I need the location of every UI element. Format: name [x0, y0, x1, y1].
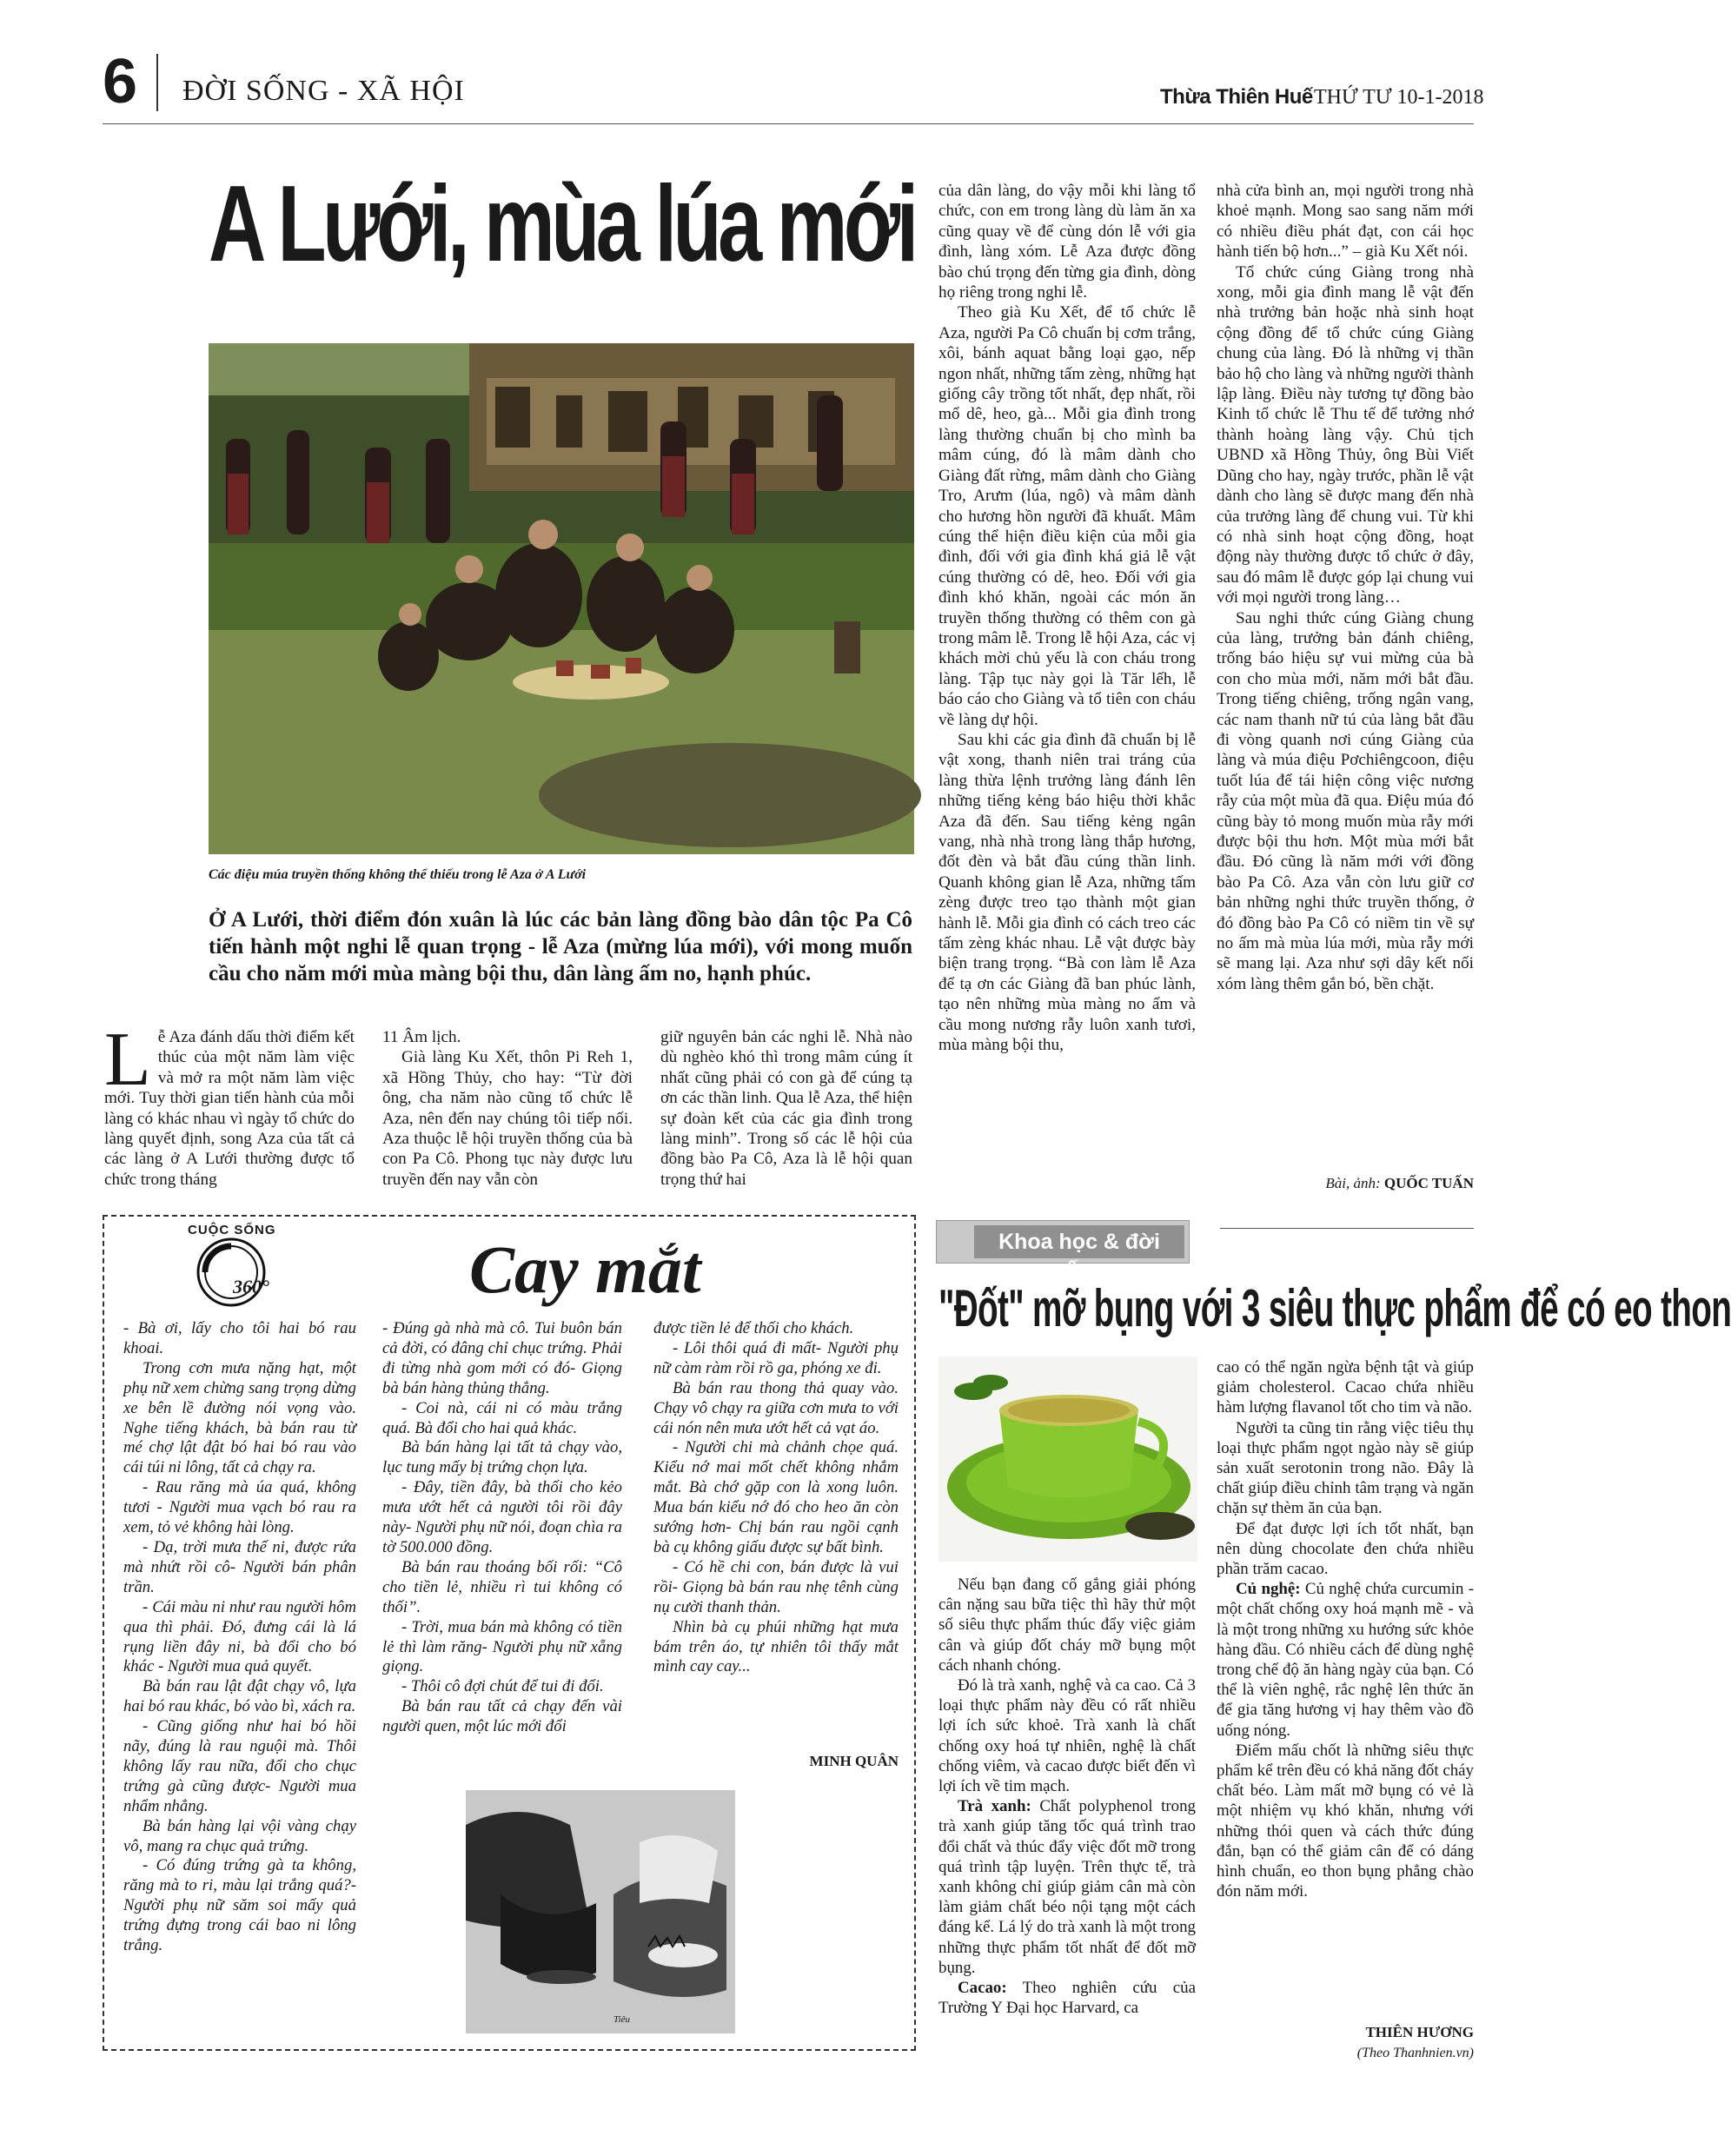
- article1-byline: [1217, 1175, 1474, 1192]
- paragraph: [938, 1675, 1196, 1796]
- paragraph-text: Theo nghiên cứu của Trường Y Đại học Harvard, ca: [938, 1979, 1196, 2018]
- header-rule: [103, 123, 1474, 124]
- article2-column-1: [123, 1319, 356, 1956]
- article1-column-2: [382, 1027, 633, 1190]
- paragraph: Bà bán rau thong thả quay vào. Chạy vô chạy ra giữa cơn mưa to với cái nón nên mưa ướt hết cả vạt áo.: [653, 1378, 899, 1437]
- article3-title: "Đốt" mỡ bụng với 3 siêu thực phẩm để có eo thon: [938, 1279, 1731, 1337]
- paragraph: [1217, 1418, 1474, 1519]
- paragraph: - Lôi thôi quá đi mất- Người phụ nữ càm ràm rồi rồ ga, phóng xe đi.: [653, 1338, 899, 1377]
- article3-byline: THIÊN HƯƠNG: [1365, 2024, 1474, 2040]
- paragraph: Bà bán rau tất cả chạy đến vài người quen, một lúc mới đổi: [382, 1697, 622, 1736]
- paragraph-text: Chất polyphenol trong trà xanh giúp tăng tốc quá trình trao đổi chất và thúc đẩy việc đốt mỡ trong quá trình tập luyện. Trên thực tế, trà xanh không chỉ giúp giảm cân mà còn làm giảm chất béo nội tạng một cách đáng kể. Lá lý do trà xanh là một trong những thực phẩm tốt nhất để đốt mỡ bụng.: [938, 1797, 1196, 1977]
- paragraph: nhà cửa bình an, mọi người trong nhà khoẻ mạnh. Mong sao sang năm mới có nhiều điều phát đạt, con cái học hành tiến bộ hơn...” – già Ku Xết nói.: [1217, 182, 1474, 262]
- festival-photo: [209, 343, 914, 854]
- section-name: ĐỜI SỐNG - XÃ HỘI: [182, 75, 465, 107]
- paragraph: Sau nghi thức cúng Giàng chung của làng, trưởng bản đánh chiêng, trống báo hiệu sự vui mừng của bà con cho mùa mới, năm mới bắt đầu. Trong tiếng chiêng, trống ngân vang, các nam thanh nữ tú của làng bắt đầu đi vòng quanh nơi cúng Giàng của làng và múa điệu Pơchiêngcoon, điệu tuốt lúa để tái hiện công việc nương rẫy của một mùa đã qua. Điệu múa đó cũng bày tỏ mong muốn mùa rẫy mới được bội thu hơn. Một mùa mới bắt đầu. Đó cũng là năm mới với đồng bào Pa Cô. Aza vẫn còn lưu giữ cơ bản những nghi thức truyền thống, ở đó đồng bào Pa Cô có niềm tin về sự no ấm mà mùa lúa mới, mùa rẫy mới sẽ mang lại. Aza như sợi dây kết nối xóm làng thêm gắn bó, bền chặt.: [1217, 608, 1474, 993]
- paragraph: - Có đúng trứng gà ta không, răng mà to ri, màu lại trắng quá?- Người phụ nữ săm soi mấy quả trứng đựng trong cái bao ni lông trắng.: [123, 1856, 356, 1955]
- illustration-signature: Tiêu: [613, 2014, 630, 2025]
- byline-name: QUỐC TUẤN: [1383, 1175, 1474, 1191]
- article1-column-4: [938, 181, 1196, 1055]
- paragraph-lead: Trà xanh:: [958, 1797, 1031, 1816]
- paragraph: của dân làng, do vậy mỗi khi làng tổ chức, con em trong làng dù làm ăn xa cũng quay về để cùng dón lễ với gia đình, làng xóm. Lễ Aza được đồng bào chú trọng đến từng gia đình, dòng họ riêng trong nghi lễ.: [938, 182, 1196, 302]
- paragraph-lead: Củ nghệ:: [1236, 1580, 1301, 1599]
- issue-date: THỨ TƯ 10-1-2018: [1314, 86, 1484, 109]
- page-number: 6: [103, 47, 138, 116]
- paragraph: - Thôi cô đợi chút để tui đi đổi.: [401, 1677, 604, 1696]
- story-title: Cay mắt: [469, 1231, 701, 1307]
- logo-number: 360°: [233, 1276, 269, 1297]
- paragraph: 11 Âm lịch.: [382, 1028, 461, 1046]
- paragraph: Trong cơn mưa nặng hạt, một phụ nữ xem chừng sang trọng dừng xe bên lề đường nói vọng vào. Nghe tiếng khách, bà bán rau từ mé chợ lật đật bó hai bó rau vào cái túi ni lông, tất cả chạy ra.: [123, 1358, 356, 1477]
- paragraph: - Trời, mua bán mà không có tiền lẻ thì làm răng- Người phụ nữ xẵng giọng.: [382, 1617, 622, 1676]
- article1-column-1: [104, 1018, 355, 1190]
- paragraph: - Đúng gà nhà mà cô. Tui buôn bán cả đời, có đâng chỉ chục trứng. Phải đi từng nhà gom mới có đó- Giọng bà bán hàng thủng thẳng.: [382, 1319, 622, 1397]
- article3-column-2: [1217, 1357, 1474, 1901]
- green-tea-photo: [938, 1357, 1197, 1562]
- article-lead: Ở A Lưới, thời điểm đón xuân là lúc các bản làng đồng bào dân tộc Pa Cô tiến hành một nghi lễ quan trọng - lễ Aza (mừng lúa mới), với mong muốn cầu cho năm mới mùa màng bội thu, dân làng ấm no, hạnh phúc.: [209, 908, 912, 985]
- paragraph: [938, 1796, 1196, 1978]
- paragraph: giữ nguyên bản các nghi lễ. Nhà nào dù nghèo khó thì trong mâm cúng ít nhất cũng phải có con gà để cúng tạ ơn các thần linh. Qua lễ Aza, thể hiện sự đoàn kết của các gia đình trong làng minh”. Trong số các lễ hội của đồng bào Pa Cô, Aza là lễ hội quan trọng thứ hai: [660, 1028, 912, 1189]
- paragraph: Bà bán hàng lại tất tả chạy vào, lục tung mấy bị trứng chọn lựa.: [382, 1438, 622, 1477]
- paragraph: Sau khi các gia đình đã chuẩn bị lễ vật xong, thanh niên trai tráng của làng thừa lệnh trưởng làng đánh lên những tiếng kẻng báo hiệu thời khắc Aza đã đến. Sau tiếng kẻng ngân vang, nhà nhà trong làng thắp hương, đốt đèn và bắt đầu cúng thần linh. Quanh không gian lễ Aza, những tấm zèng được treo tạo thành một gian hành lễ. Mỗi gia đình có cách treo các tấm zèng khác nhau. Lễ vật được bày biện trang trọng. “Bà con làm lễ Aza để tạ ơn các Giàng đã ban phúc lành, tạo nên những mùa màng no ấm và cầu mong nương rẫy luôn xanh tươi, mùa màng bội thu,: [938, 730, 1196, 1055]
- paragraph-text: Củ nghệ chứa curcumin - một chất chống oxy hoá mạnh mẽ - và là một trong những xu hướng sức khỏe hàng đầu. Có nhiều cách để dùng nghệ trong chế độ ăn hàng ngày của bạn. Có thể là viên nghệ, rắc nghệ lên thức ăn để gia tăng hương vị hay thêm vào đồ uống nóng.: [1217, 1580, 1474, 1740]
- paragraph: [938, 1575, 1196, 1675]
- paragraph: Theo già Ku Xết, để tổ chức lễ Aza, người Pa Cô chuẩn bị cơm trắng, xôi, bánh aquat bằng loại gạo, nếp ngon nhất, những tấm zèng, những hạt giống cây trồng tốt nhất, đẹp nhất, rồi mổ dê, heo, gà... Mỗi gia đình trong làng thường chuẩn bị cho mình ba mâm cúng, đó là mâm dành cho Giàng đất rừng, mâm dành cho Giàng Tro, Arưm (lúa, ngô) và mâm dành cho hương hồn người đã khuất. Mâm cúng thể hiện điều kiện của mỗi gia đình, đối với gia đình khá giả lễ vật cúng thường có dê, heo. Đối với gia đình khó khăn, ngoài các món ăn truyền thống thường có thêm con gà trong mâm lễ. Trong lễ hội Aza, các vị khách mời chủ yếu là con cháu trong làng. Tập tục này gọi là Tăr lếh, lễ báo cáo cho Giàng và tổ tiên con cháu về làng dự hội.: [938, 303, 1196, 729]
- article1-column-5: [1217, 181, 1474, 994]
- article2-byline: MINH QUÂN: [809, 1753, 899, 1769]
- paragraph: - Dạ, trời mưa thế ni, được rứa mà nhứt rồi cô- Người bán phân trần.: [123, 1537, 356, 1596]
- paragraph: Bà bán rau lật đật chạy vô, lựa hai bó rau khác, bó vào bì, xách ra.: [123, 1677, 356, 1716]
- paragraph: - Cũng giống như hai bó hồi nãy, đúng là rau nguội mà. Thôi không lấy rau nữa, đổi cho chục trứng gà cũng được- Người mua nhẩm nhẳng.: [123, 1717, 356, 1815]
- paragraph: [1217, 1579, 1474, 1741]
- article1-column-3: [660, 1027, 912, 1190]
- section-tag-rule: [1220, 1228, 1474, 1229]
- paragraph: - Coi nà, cái ni có màu trắng quá. Bà đổi cho hai quả khác.: [382, 1398, 622, 1437]
- paragraph: Bà bán hàng lại vội vàng chạy vô, mang ra chục quả trứng.: [123, 1816, 356, 1855]
- paragraph: được tiền lẻ để thối cho khách.: [653, 1319, 854, 1337]
- newspaper-name: Thừa Thiên Huế: [1160, 85, 1313, 109]
- paragraph: - Đây, tiền đây, bà thối cho kẻo mưa ướt hết cả người tôi rồi đây này- Người phụ nữ nói, đoạn chìa ra tờ 500.000 đồng.: [382, 1478, 622, 1556]
- paragraph: [938, 1978, 1196, 2018]
- paragraph: [1217, 1741, 1474, 1902]
- byline-label: Bài, ảnh:: [1325, 1175, 1381, 1191]
- paragraph: - Rau răng mà úa quá, không tươi - Người mua vạch bó rau ra xem, tỏ vẻ không hài lòng.: [123, 1478, 356, 1537]
- header-divider: [156, 54, 158, 111]
- paragraph: Già làng Ku Xết, thôn Pi Reh 1, xã Hồng Thủy, cho hay: “Từ đời ông, cha năm nào cũng tổ chức lễ Aza, nên đến nay chúng tôi tiếp nối. Aza thuộc lễ hội truyền thống của bà con Pa Cô. Phong tục này được lưu truyền đến nay vẫn còn: [382, 1048, 633, 1189]
- paragraph-text: Nếu bạn đang cố gắng giải phóng cân nặng sau bữa tiệc thì hãy thử một số siêu thực phẩm thúc đẩy việc giảm cân và giúp đốt cháy mỡ bụng một cách nhanh chóng.: [938, 1576, 1196, 1675]
- drop-cap: L: [104, 1018, 151, 1102]
- article-title: A Lưới, mùa lúa mới: [209, 164, 915, 284]
- section-tag: Khoa học & đời sống: [998, 1230, 1160, 1282]
- paragraph-lead: Cacao:: [958, 1979, 1007, 1998]
- photo-caption: Các điệu múa truyền thống không thể thiếu trong lễ Aza ở A Lưới: [209, 867, 587, 882]
- paragraph: Nhìn bà cụ phúi những hạt mưa bám trên áo, tự nhiên tôi thấy mắt mình cay cay...: [653, 1617, 899, 1676]
- paragraph: [1217, 1357, 1474, 1418]
- article2-column-3: [653, 1319, 899, 1677]
- paragraph-text: Người ta cũng tin rằng việc tiêu thụ loại thực phẩm ngọt ngào này sẽ giúp sản xuất serotonin trong não. Đây là chất giúp điều chỉnh tâm trạng và ngăn chặn sự thèm ăn của bạn.: [1217, 1418, 1474, 1518]
- article3-column-1: [938, 1575, 1196, 2018]
- article3-source: (Theo Thanhnien.vn): [1356, 2046, 1474, 2060]
- article2-column-2: [382, 1319, 622, 1737]
- paragraph: Tổ chức cúng Giàng trong nhà xong, mỗi gia đình mang lễ vật đến nhà trưởng bản hoặc nhà sinh hoạt cộng đồng để tổ chức cúng Giàng chung của làng. Đó là những vị thần bảo hộ cho làng và những người thành lập làng. Điều này tương tự đồng bào Kinh tổ chức lễ Thu tế để tưởng nhớ thành hoàng làng vậy. Chủ tịch UBND xã Hồng Thủy, ông Bùi Viết Dũng cho hay, ngày trước, phần lễ vật dành cho làng sẽ được mang đến nhà của trưởng làng để chung vui. Từ khi có nhà sinh hoạt cộng đồng, hoạt động này thường được tổ chức ở đây, sau đó mâm lễ được góp lại chung vui với mọi người trong làng…: [1217, 262, 1474, 607]
- paragraph: ễ Aza đánh dấu thời điểm kết thúc của một năm làm việc và mở ra một năm làm việc mới. Tuy thời gian tiến hành của mỗi làng có khác nhau vì ngày tổ chức do làng quyết định, song Aza của tất cả các làng ở A Lưới thường được tổ chức trong tháng: [104, 1028, 355, 1189]
- cuoc-song-360-logo: [182, 1224, 287, 1310]
- paragraph: - Cái màu ni như rau người hôm qua thì phải. Đó, đưng cái là lá rụng liền đây ni, bà đổi cho bó khác - Người mua quả quyết.: [123, 1597, 356, 1676]
- paragraph: - Có hề chi con, bán được là vui rồi- Giọng bà bán rau nhẹ tênh cùng nụ cười thanh thản.: [653, 1557, 899, 1616]
- logo-text: CUỘC SỐNG: [188, 1223, 276, 1237]
- paragraph: [1217, 1519, 1474, 1580]
- paragraph-text: Để đạt được lợi ích tốt nhất, bạn nên dùng chocolate đen chứa nhiều phần trăm cacao.: [1217, 1519, 1474, 1579]
- paragraph: - Người chi mà chảnh chọe quá. Kiểu nớ mai mốt chết không nhắm mắt. Bà chớ gặp con là xong luôn. Mua bán kiểu nớ đó cho heo ăn còn sướng hơn- Chị bán rau ngồi cạnh bà cụ không giấu được sự bất bình.: [653, 1438, 899, 1556]
- paragraph-text: cao có thể ngăn ngừa bệnh tật và giúp giảm cholesterol. Cacao chứa nhiều hàm lượng flavanol tốt cho tim và não.: [1217, 1358, 1474, 1417]
- paragraph: Bà bán rau thoáng bối rối: “Cô cho tiền lẻ, nhiều rì tui không có thối”.: [382, 1557, 622, 1616]
- paragraph-text: Điểm mấu chốt là những siêu thực phẩm kể trên đều có khả năng đốt cháy chất béo. Làm mất mỡ bụng có vẻ là một nhiệm vụ khó khăn, nhưng với những thói quen và cách thức đúng đắn, bạn có thể giảm cân để có dáng hình chuẩn, eo thon bụng phẳng chào đón năm mới.: [1217, 1741, 1474, 1901]
- paragraph-text: Đó là trà xanh, nghệ và ca cao. Cả 3 loại thực phẩm này đều có rất nhiều lợi ích sức khoẻ. Trà xanh là chất chống oxy hoá tự nhiên, nghệ là chất chống viêm, và cacao được biết đến vì lợi ích về tim mạch.: [938, 1676, 1196, 1796]
- paragraph: - Bà ơi, lấy cho tôi hai bó rau khoai.: [123, 1319, 356, 1357]
- story-illustration: [466, 1790, 735, 2033]
